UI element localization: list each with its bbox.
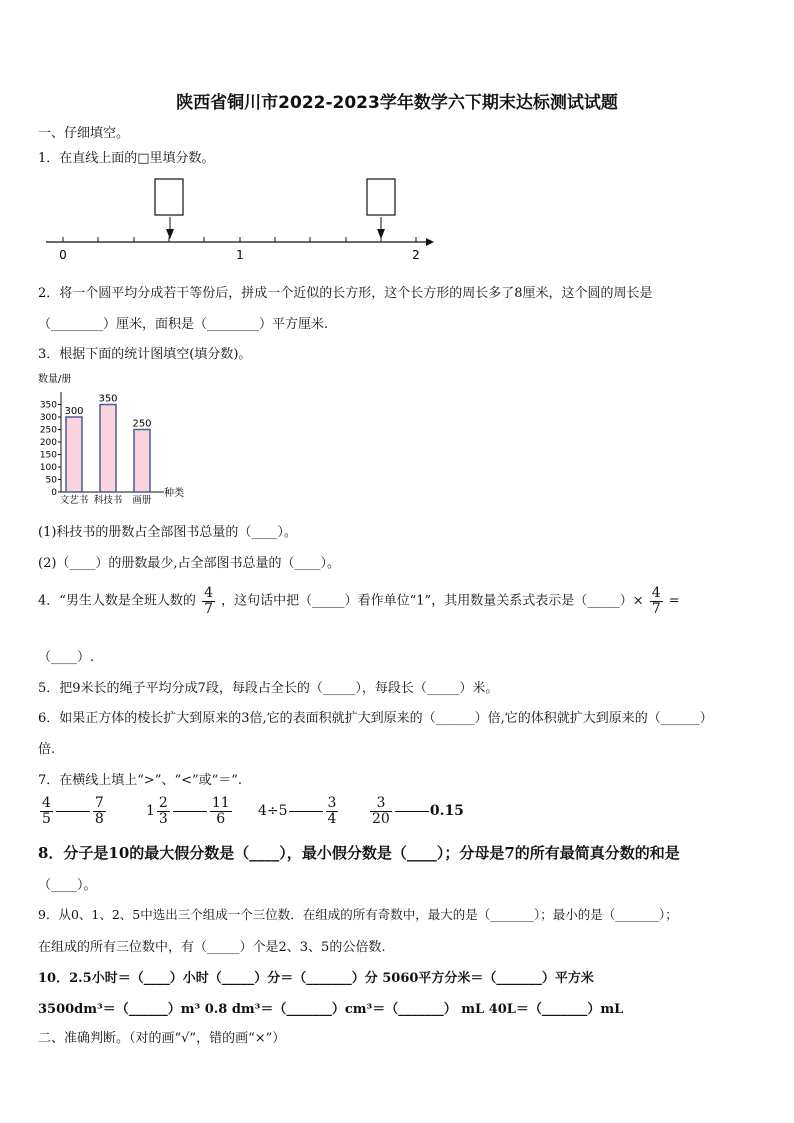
comparison-1: $\frac{4}{5}$ $\frac{7}{8}$: [42, 795, 104, 827]
comparison-2: 1 $\frac{2}{3}$ $\frac{11}{6}$: [146, 795, 230, 827]
category-label: 科技书: [93, 495, 123, 506]
section-1-heading: 一、仔细填空。: [38, 126, 130, 141]
bar-3: [134, 430, 150, 493]
answer-box-1: [155, 179, 183, 215]
comparison-4: $\frac{3}{20}$ 0.15: [372, 795, 464, 827]
tick-label-1: 1: [236, 248, 244, 262]
bar-1: [66, 417, 82, 492]
question-6-line-2: 倍.: [38, 742, 56, 757]
tick-label-2: 2: [412, 248, 420, 262]
question-10-line-1: 10．2.5小时＝（____）小时（_____）分＝（_______）分 5060平方分米＝（_______）平方米: [38, 971, 594, 986]
question-2-line-2: （________）厘米，面积是（________）平方厘米.: [38, 317, 329, 332]
answer-blank: [173, 811, 207, 812]
y-tick-label: 150: [39, 450, 57, 461]
equals-sign: =: [668, 593, 680, 609]
answer-blank: [289, 811, 323, 812]
y-tick-label: 0: [51, 488, 57, 498]
y-tick-label: 50: [45, 475, 57, 486]
answer-blank: [56, 811, 90, 812]
question-3-sub-1: (1)科技书的册数占全部图书总量的（____）。: [38, 525, 297, 540]
section-2-heading: 二、准确判断。（对的画“√”，错的画“×”）: [38, 1031, 286, 1046]
question-4-part-1: 4．“男生人数是全班人数的: [38, 593, 196, 609]
y-tick-label: 350: [39, 400, 57, 411]
y-tick-label: 300: [39, 413, 57, 423]
question-9-line-1: 9．从0、1、2、5中选出三个组成一个三位数．在组成的所有奇数中，最大的是（_______）；最小的是（_______）；: [38, 907, 678, 922]
page-title: 陕西省铜川市2022-2023学年数学六下期末达标测试试题: [176, 93, 618, 113]
tick-marks: [63, 237, 416, 242]
question-7: 7．在横线上填上“>”、“<”或“＝”.: [38, 773, 243, 788]
chart-y-label: 数量/册: [38, 374, 72, 385]
bar-2: [100, 405, 116, 493]
tick-label-0: 0: [59, 248, 67, 262]
fraction-four-sevenths: $\frac{4}{7}$: [204, 585, 213, 617]
question-3-sub-2: (2)（____）的册数最少,占全部图书总量的（____）。: [38, 556, 341, 571]
y-tick-label: 100: [39, 463, 57, 473]
category-label: 画册: [132, 495, 152, 506]
comparison-3: 4÷5 $\frac{3}{4}$: [258, 795, 337, 827]
question-8-line-2: （____）。: [38, 878, 97, 893]
question-1: 1．在直线上面的□里填分数。: [38, 151, 215, 166]
question-2-line-1: 2．将一个圆平均分成若干等份后，拼成一个近似的长方形，这个长方形的周长多了8厘米，这个圆的周长是: [38, 286, 653, 301]
question-3: 3．根据下面的统计图填空(填分数)。: [38, 347, 252, 362]
answer-blank: [395, 811, 429, 812]
arrow-down-icon: [166, 229, 174, 239]
question-10-line-2: 3500dm³＝（______）m³ 0.8 dm³＝（_______）cm³＝（_______） mL 40L＝（_______）mL: [38, 1002, 624, 1017]
bar-value-label: 350: [98, 393, 118, 405]
question-9-line-2: 在组成的所有三位数中，有（_____）个是2、3、5的公倍数.: [38, 940, 386, 955]
question-4-part-2: ，这句话中把（_____）看作单位“1”，其用数量关系式表示是（_____）×: [221, 593, 644, 609]
question-6-line-1: 6．如果正方体的棱长扩大到原来的3倍,它的表面积就扩大到原来的（______）倍,它的体积就扩大到原来的（______）: [38, 711, 713, 726]
bar-value-label: 300: [64, 406, 84, 417]
y-tick-label: 200: [39, 438, 57, 448]
arrow-right-icon: [426, 238, 434, 246]
bar-value-label: 250: [132, 418, 152, 430]
question-4-line-1: [38, 586, 680, 616]
number-line-figure: [40, 175, 440, 267]
bar-chart: [36, 368, 196, 506]
question-5: 5．把9米长的绳子平均分成7段，每段占全长的（_____），每段长（_____）米。: [38, 681, 499, 696]
fraction-four-sevenths: $\frac{4}{7}$: [651, 585, 661, 617]
question-8-line-1: 8．分子是10的最大假分数是（____），最小假分数是（____）；分母是7的所有最简真分数的和是: [38, 844, 680, 862]
question-4-line-2: （____）.: [38, 650, 95, 665]
category-label: 文艺书: [59, 495, 89, 506]
answer-box-2: [367, 179, 395, 215]
y-tick-label: 250: [39, 425, 57, 436]
chart-x-label: 种类: [164, 488, 184, 499]
